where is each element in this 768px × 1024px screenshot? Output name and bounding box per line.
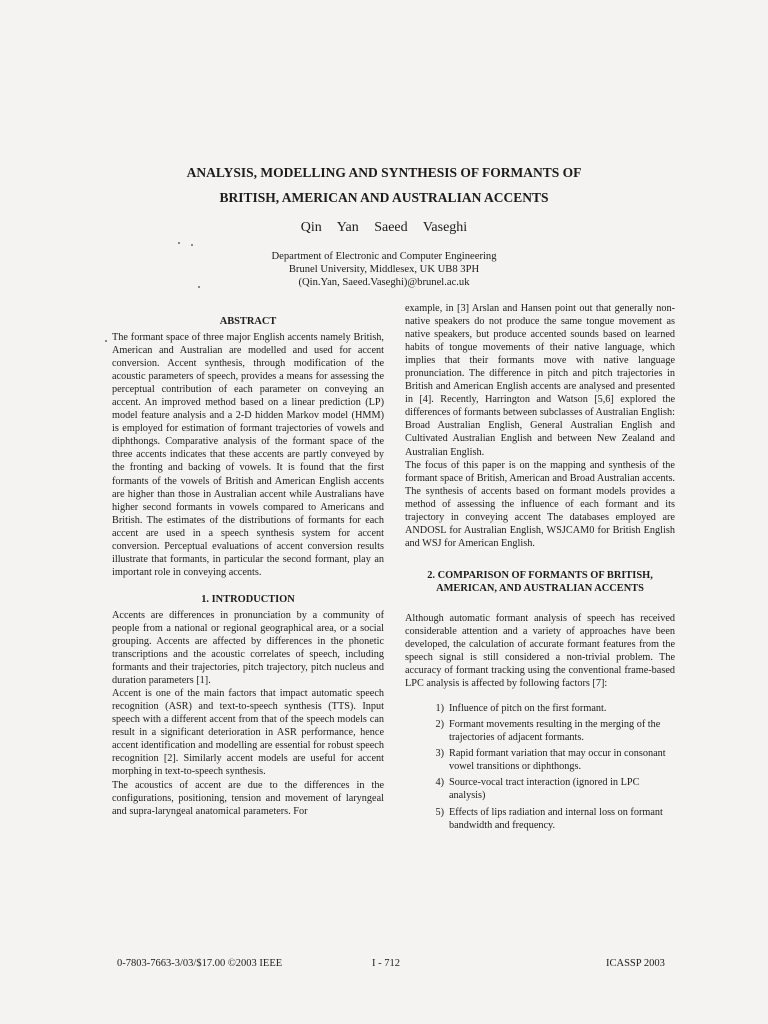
- section-2-heading: [405, 569, 675, 595]
- section-2-paragraph-1: Although automatic formant analysis of speech has received considerable attention and a variety of approaches have been developed, the calculation of accurate formant features from the speech signal is still considered a non-trivial problem. The accuracy of formant tracking using the conventional frame-based LPC analysis is affected by following factors [7]:: [405, 612, 675, 690]
- footer-page-number: I - 712: [372, 958, 400, 969]
- affiliation: [100, 250, 668, 290]
- list-item-number: 2): [435, 719, 444, 731]
- affiliation-address: Brunel University, Middlesex, UK UB8 3PH: [288, 264, 480, 276]
- title-line-1: ANALYSIS, MODELLING AND SYNTHESIS OF FORMANTS OF: [186, 165, 582, 180]
- abstract-heading: ABSTRACT: [219, 316, 277, 327]
- intro-paragraph-3: The acoustics of accent are due to the differences in the configurations, positioning, tension and movement of laryngeal and supra-laryngeal anatomical parameters. For: [112, 779, 384, 817]
- factor-list: [405, 702, 675, 831]
- list-item-text: Rapid formant variation that may occur in consonant vowel transitions or diphthongs.: [449, 748, 666, 773]
- intro-paragraph-2: Accent is one of the main factors that impact automatic speech recognition (ASR) and text-to-speech synthesis (TTS). Input speech with a different accent from that of the speech models can result in a significant deterioration in ASR performance, hence accent identification and modelling are essential for robust speech recognition [2]. Similarly accent models are useful for accent morphing in text-to-speech synthesis.: [112, 688, 384, 778]
- paper-title: [60, 160, 708, 210]
- list-item-text: Source-vocal tract interaction (ignored in LPC analysis): [449, 777, 640, 802]
- left-column: [112, 315, 384, 818]
- list-item-number: 1): [435, 703, 444, 715]
- intro-paragraph-1: Accents are differences in pronunciation by a community of people from a national or regional geographical area, or a social grouping. Accents are affected by differences in the phonetic transcriptions and the acoustic correlates of speech, including formants and their trajectories, pitch trajectory, pitch nucleus and duration parameters [1].: [112, 609, 384, 687]
- introduction-heading: 1. INTRODUCTION: [201, 593, 295, 605]
- list-item-number: 3): [435, 748, 444, 760]
- list-item: [405, 806, 675, 832]
- affiliation-email: (Qin.Yan, Saeed.Vaseghi)@brunel.ac.uk: [298, 277, 470, 289]
- footer-conference: ICASSP 2003: [606, 958, 665, 969]
- intro-paragraph-4: example, in [3] Arslan and Hansen point out that generally non-native speakers do not produce the same tongue movement as native speakers, but produce accented sounds based on learned habits of tongue movements of their native language, which implies that their formants move with native language pronunciation. The difference in pitch and pitch trajectories in British and American English accents are analysed and presented in [4]. Recently, Harrington and Watson [5,6] explored the differences of formants between subclasses of Australian English: Broad Australian English, General Australian English and Cultivated Australian English and between New Zealand and Australian English.: [405, 303, 675, 458]
- list-item: [405, 776, 675, 802]
- list-item-text: Influence of pitch on the first formant.: [449, 703, 607, 715]
- list-item-text: Effects of lips radiation and internal loss on formant bandwidth and frequency.: [449, 806, 663, 831]
- list-item: [405, 747, 675, 773]
- right-column: [405, 302, 675, 835]
- list-item-text: Formant movements resulting in the merging of the trajectories of adjacent formants.: [449, 719, 661, 744]
- title-line-2: BRITISH, AMERICAN AND AUSTRALIAN ACCENTS: [219, 190, 549, 205]
- list-item: [405, 718, 675, 744]
- author-names: Qin Yan Saeed Vaseghi: [300, 220, 468, 235]
- list-item: [405, 702, 675, 715]
- list-item-number: 5): [435, 806, 444, 818]
- section-2-heading-line-2: AMERICAN, AND AUSTRALIAN ACCENTS: [436, 582, 644, 594]
- section-2-heading-line-1: 2. COMPARISON OF FORMANTS OF BRITISH,: [427, 569, 653, 581]
- scan-speck: [191, 244, 193, 246]
- scan-speck: [178, 242, 180, 244]
- abstract-text: The formant space of three major English accents namely British, American and Australian are modelled and used for accent conversion. Accent synthesis, through modification of the acoustic parameters of speech, provides a means for assessing the perceptual contribution of each parameter on conveying an accent. An improved method based on a linear prediction (LP) model feature analysis and a 2-D hidden Markov model (HMM) is employed for estimation of formant trajectories of vowels and diphthongs. Comparative analysis of the formant space of the three accents indicates that these accents are partly conveyed by the fronting and backing of vowels. It is found that the first formants of the vowels of British and American English accents are higher than those in Australian accent while Australians have higher second formants in vowels compared to Americans and British. The estimates of the distributions of formants for each accent are used in a speech synthesis system for accent conversion. Perceptual evaluations of accent conversion results illustrate that formants, in particular the second formant, play an important role in conveying accents.: [112, 332, 384, 578]
- list-item-number: 4): [435, 777, 444, 789]
- scan-speck: [105, 340, 107, 342]
- intro-paragraph-5: The focus of this paper is on the mapping and synthesis of the formant space of British, American and Broad Australian accents. The synthesis of accents based on formant models provides a method of assessing the influence of each formant and its trajectory in conveying accent The databases employed are ANDOSL for Australian English, WSJCAM0 for British English and WSJ for American English.: [405, 459, 675, 549]
- affiliation-department: Department of Electronic and Computer Engineering: [271, 251, 497, 262]
- footer-copyright: 0-7803-7663-3/03/$17.00 ©2003 IEEE: [117, 958, 283, 969]
